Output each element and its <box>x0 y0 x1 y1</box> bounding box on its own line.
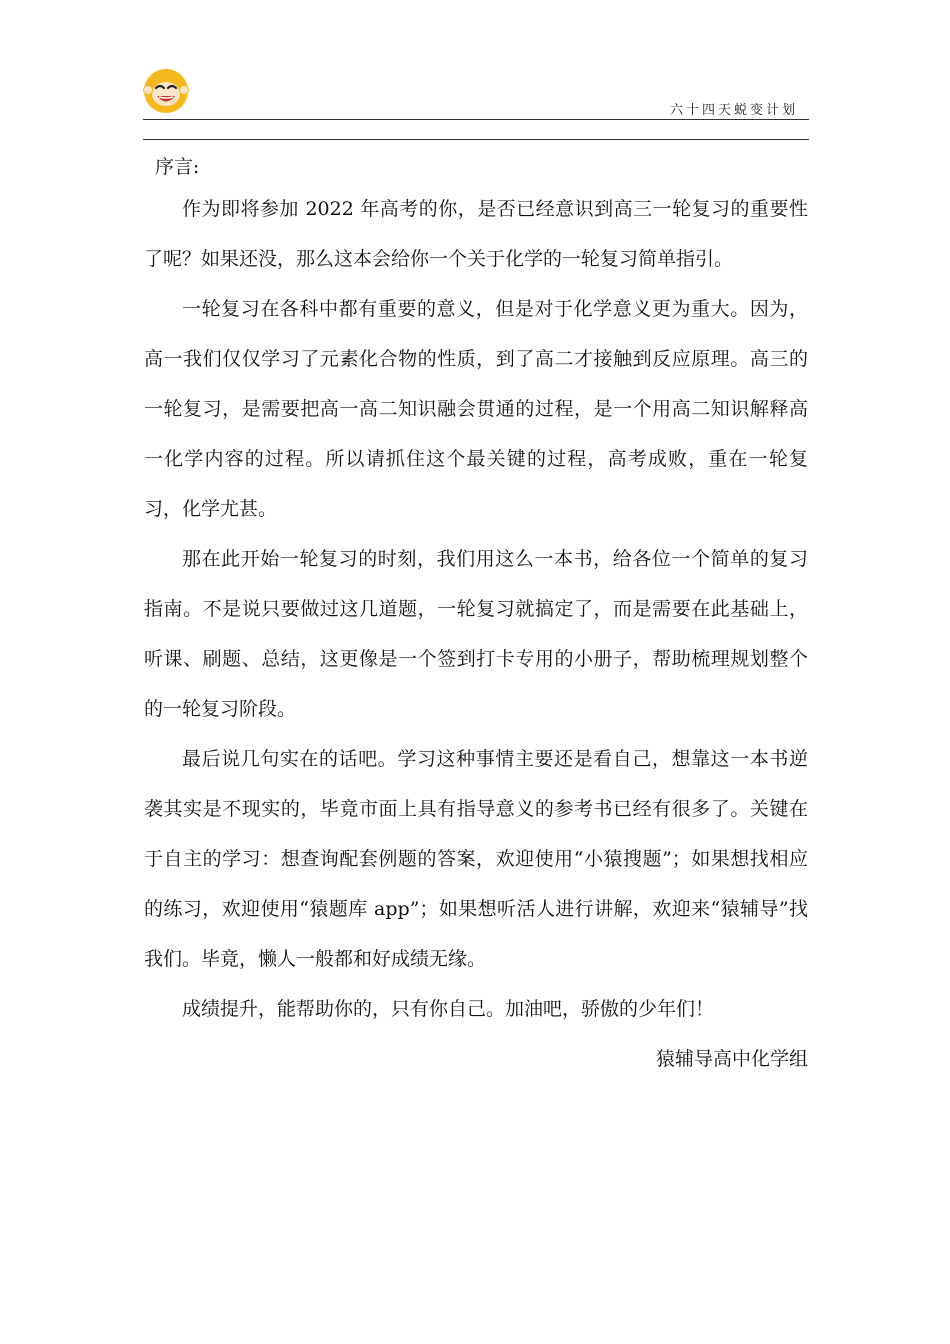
monkey-face-icon <box>143 68 189 114</box>
preface-heading: 序言: <box>155 156 200 178</box>
signature: 猿辅导高中化学组 <box>655 1048 808 1070</box>
paragraph-4: 最后说几句实在的话吧。学习这种事情主要还是看自己，想靠这一本书逆袭其实是不现实的，毕竟市面上具有指导意义的参考书已经有很多了。关键在于自主的学习：想查询配套例题的答案，欢迎使用“小猿搜题”；如果想找相应的练习，欢迎使用“猿题库 app”；如果想听活人进行讲解，欢迎来“猿辅导”找我们。毕竟，懒人一般都和好成绩无缘。 <box>144 748 808 970</box>
document-body <box>144 150 808 1084</box>
header-divider-bottom <box>143 139 809 140</box>
paragraph-1: 作为即将参加 2022 年高考的你，是否已经意识到高三一轮复习的重要性了呢？如果还没，那么这本会给你一个关于化学的一轮复习简单指引。 <box>144 198 808 270</box>
paragraph-2: 一轮复习在各科中都有重要的意义，但是对于化学意义更为重大。因为，高一我们仅仅学习了元素化合物的性质，到了高二才接触到反应原理。高三的一轮复习，是需要把高一高二知识融会贯通的过程，是一个用高二知识解释高一化学内容的过程。所以请抓住这个最关键的过程，高考成败，重在一轮复习，化学尤甚。 <box>144 298 808 520</box>
paragraph-5: 成绩提升，能帮助你的，只有你自己。加油吧，骄傲的少年们！ <box>182 998 715 1020</box>
header-title: 六十四天蜕变计划 <box>669 103 798 118</box>
paragraph-3: 那在此开始一轮复习的时刻，我们用这么一本书，给各位一个简单的复习指南。不是说只要做过这几道题，一轮复习就搞定了，而是需要在此基础上，听课、刷题、总结，这更像是一个签到打卡专用的小册子，帮助梳理规划整个的一轮复习阶段。 <box>144 548 808 720</box>
header-divider-top <box>143 119 809 120</box>
